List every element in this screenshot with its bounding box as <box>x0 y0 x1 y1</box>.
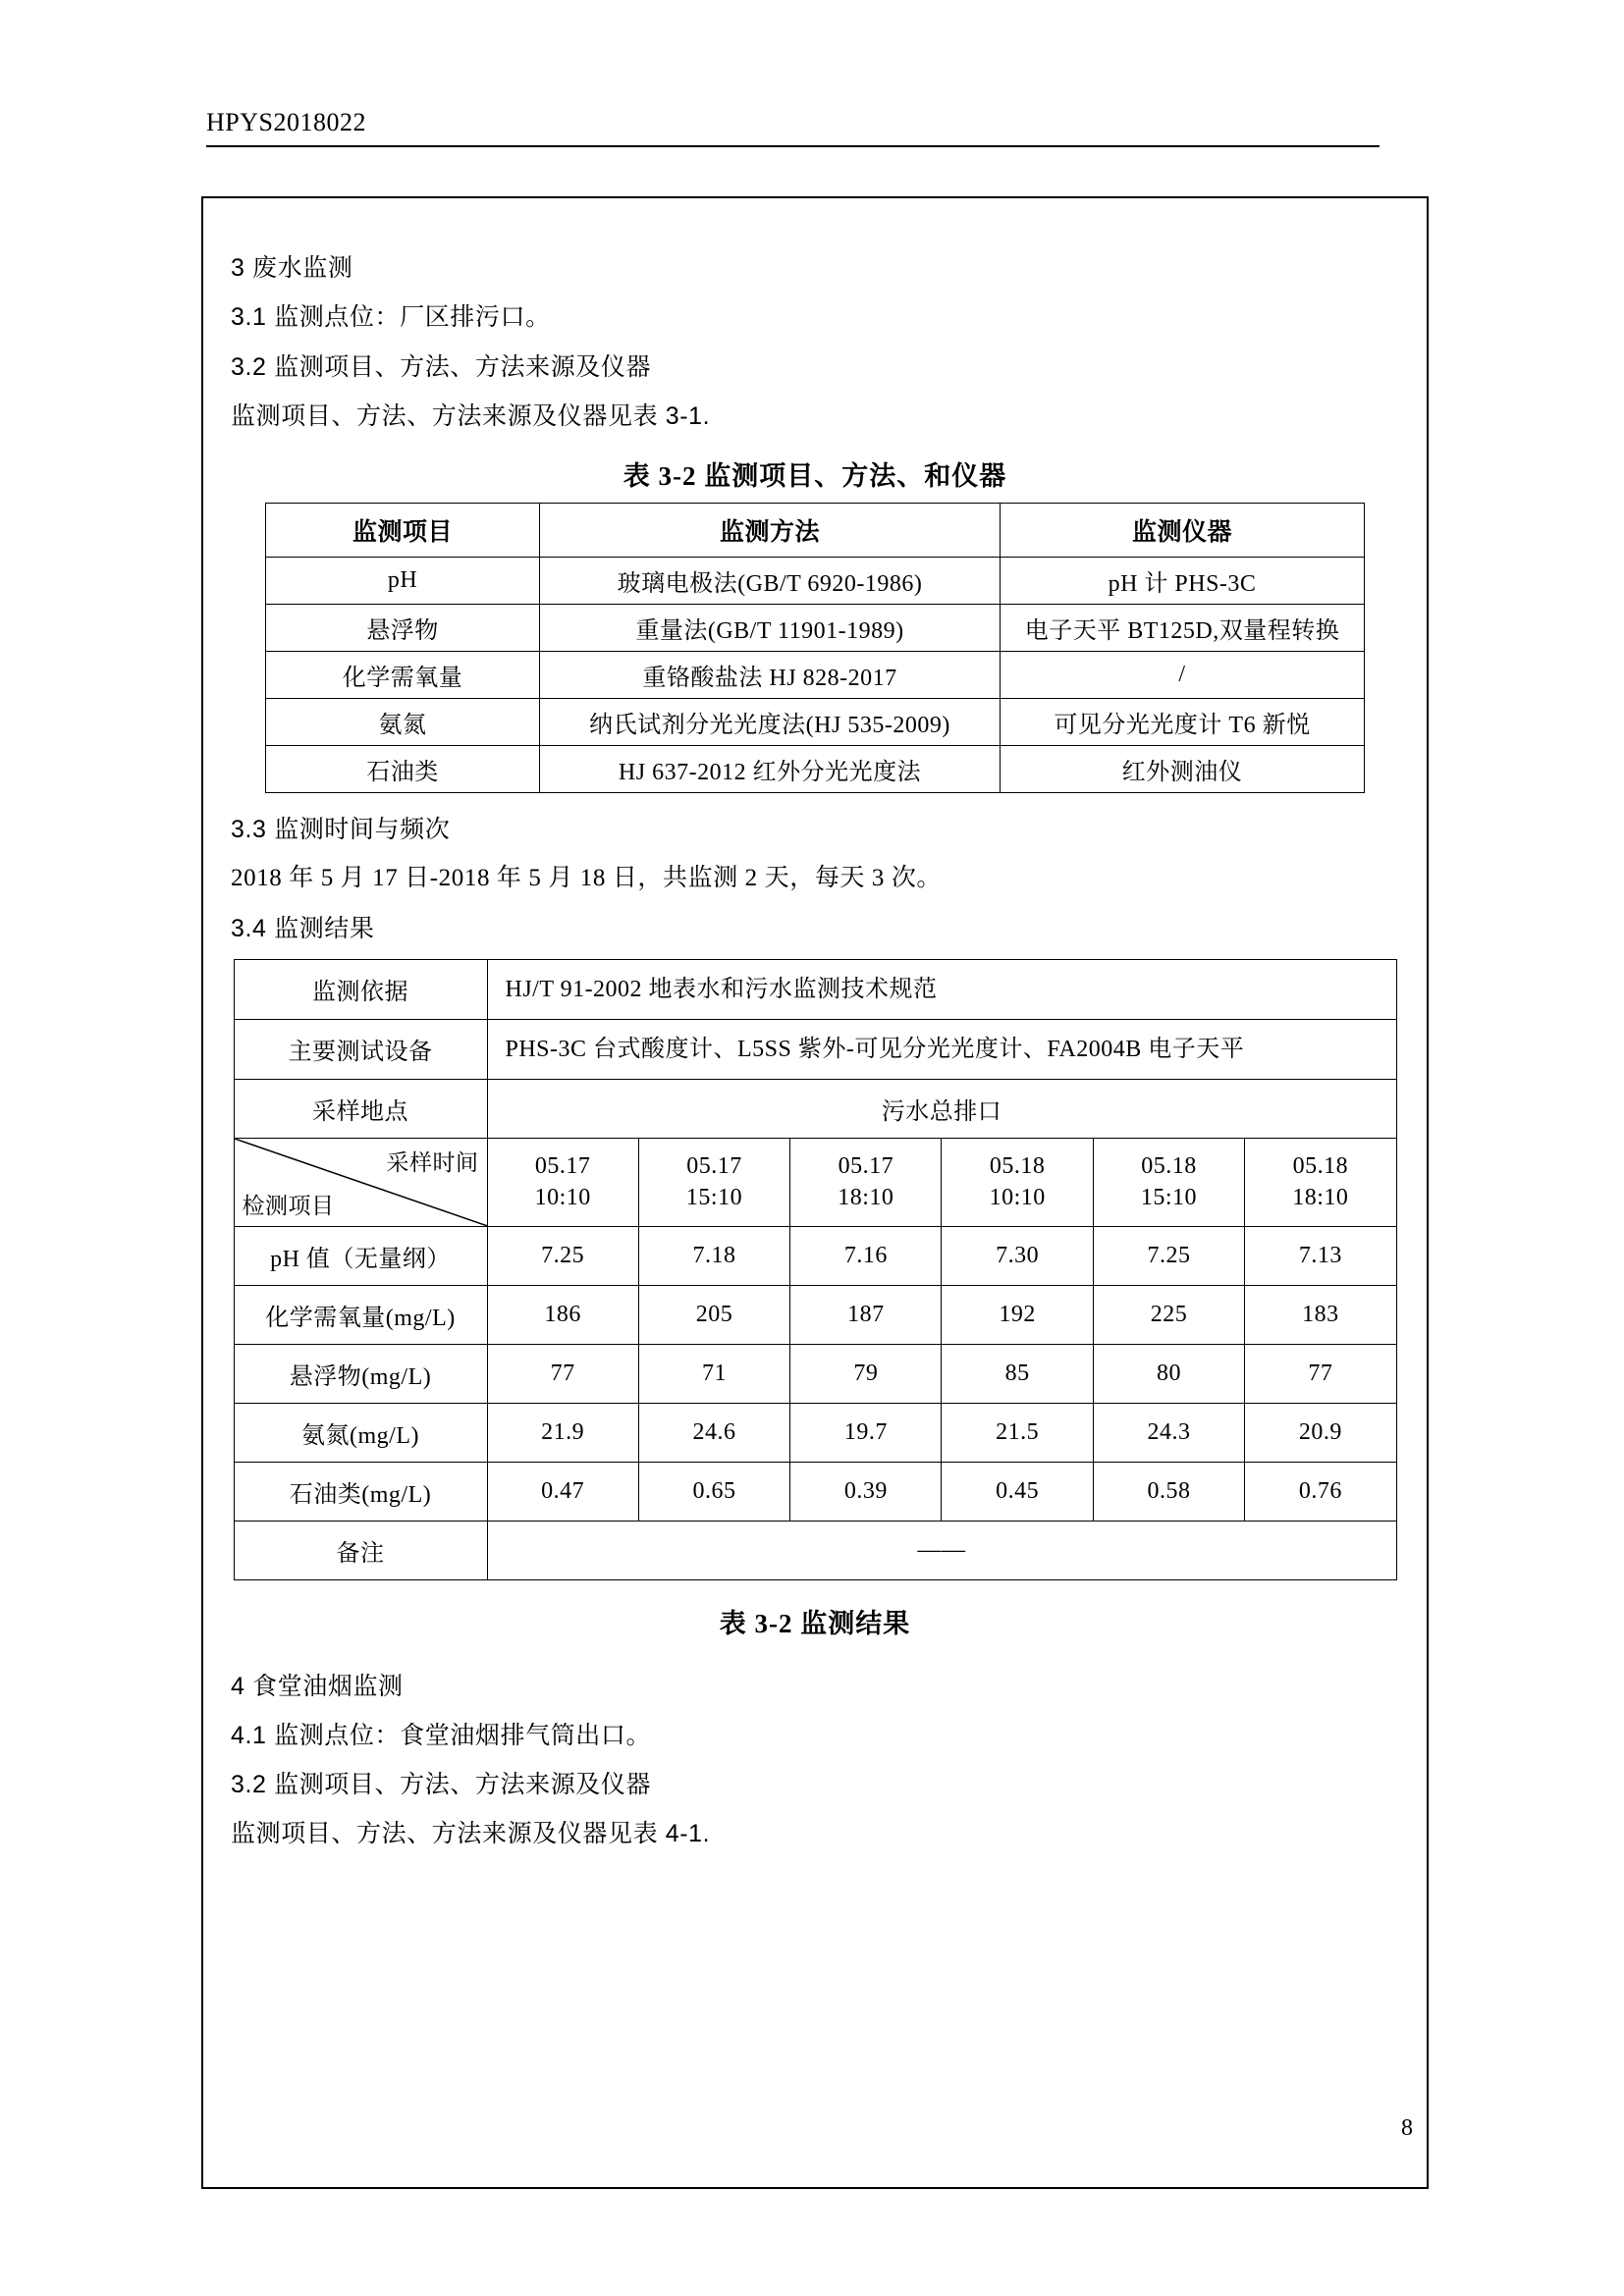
row-value: 183 <box>1245 1285 1396 1344</box>
sample-time-cell <box>1245 1138 1396 1226</box>
section-4-1: 4.1 监测点位：食堂油烟排气筒出口。 <box>231 1721 652 1749</box>
corner-label-top: 采样时间 <box>386 1149 479 1175</box>
cell-method: 重铬酸盐法 HJ 828-2017 <box>540 652 1001 699</box>
row-value: 7.18 <box>638 1226 789 1285</box>
cell-instrument: / <box>1001 652 1365 699</box>
section-3-2: 3.2 监测项目、方法、方法来源及仪器 <box>231 352 652 381</box>
sample-time-cell <box>487 1138 638 1226</box>
cell-method: HJ 637-2012 红外分光光度法 <box>540 746 1001 793</box>
methods-table-caption: 表 3-2 监测项目、方法、和仪器 <box>623 461 1007 491</box>
cell-item: pH <box>266 558 540 605</box>
table-row <box>234 1285 1396 1344</box>
cell-instrument: 可见分光光度计 T6 新悦 <box>1001 699 1365 746</box>
table-row <box>266 699 1365 746</box>
section-3-1: 3.1 监测点位：厂区排污口。 <box>231 303 551 332</box>
row-value: 7.13 <box>1245 1226 1396 1285</box>
cell-instrument: pH 计 PHS-3C <box>1001 558 1365 605</box>
sample-time-cell <box>638 1138 789 1226</box>
section-3-3-note: 2018 年 5 月 17 日-2018 年 5 月 18 日，共监测 2 天，每天 3 次。 <box>231 865 943 892</box>
sample-date: 05.18 <box>1292 1152 1349 1179</box>
col-header-instrument: 监测仪器 <box>1001 504 1365 558</box>
row-value: 19.7 <box>790 1403 942 1462</box>
corner-label-bottom: 检测项目 <box>242 1193 335 1218</box>
row-value: 77 <box>487 1344 638 1403</box>
table-row <box>234 1462 1396 1521</box>
sample-time-cell <box>942 1138 1093 1226</box>
sample-time: 18:10 <box>1292 1185 1349 1211</box>
row-value: 7.25 <box>1093 1226 1244 1285</box>
row-value: 0.45 <box>942 1462 1093 1521</box>
sample-date: 05.18 <box>989 1152 1046 1179</box>
section-3-4: 3.4 监测结果 <box>231 914 375 942</box>
table-row <box>234 1226 1396 1285</box>
row-item-label: pH 值（无量纲） <box>234 1226 487 1285</box>
sample-time: 18:10 <box>838 1185 894 1211</box>
table-row <box>266 605 1365 652</box>
site-value: 污水总排口 <box>487 1079 1396 1138</box>
row-item-label: 石油类(mg/L) <box>234 1462 487 1521</box>
remark-value: —— <box>487 1521 1396 1579</box>
row-value: 80 <box>1093 1344 1244 1403</box>
cell-method: 玻璃电极法(GB/T 6920-1986) <box>540 558 1001 605</box>
table-row <box>234 1403 1396 1462</box>
row-value: 24.3 <box>1093 1403 1244 1462</box>
table-row <box>234 1344 1396 1403</box>
sample-time-cell <box>790 1138 942 1226</box>
cell-item: 化学需氧量 <box>266 652 540 699</box>
table-header-row <box>266 504 1365 558</box>
remark-label: 备注 <box>234 1521 487 1579</box>
row-value: 205 <box>638 1285 789 1344</box>
basis-label: 监测依据 <box>234 959 487 1019</box>
document-code: HPYS2018022 <box>206 108 366 136</box>
sample-time: 10:10 <box>989 1185 1046 1211</box>
cell-item: 石油类 <box>266 746 540 793</box>
sample-time-cell <box>1093 1138 1244 1226</box>
cell-method: 重量法(GB/T 11901-1989) <box>540 605 1001 652</box>
row-value: 225 <box>1093 1285 1244 1344</box>
equipment-label: 主要测试设备 <box>234 1019 487 1079</box>
results-table <box>234 959 1397 1580</box>
cell-instrument: 电子天平 BT125D,双量程转换 <box>1001 605 1365 652</box>
row-value: 0.39 <box>790 1462 942 1521</box>
row-value: 77 <box>1245 1344 1396 1403</box>
section-4-2-note: 监测项目、方法、方法来源及仪器见表 4-1. <box>231 1820 711 1848</box>
row-value: 24.6 <box>638 1403 789 1462</box>
sample-date: 05.18 <box>1141 1152 1197 1179</box>
diagonal-header-cell <box>234 1138 487 1226</box>
row-value: 0.47 <box>487 1462 638 1521</box>
sample-time-header-row <box>234 1138 1396 1226</box>
table-row <box>266 746 1365 793</box>
row-value: 192 <box>942 1285 1093 1344</box>
row-item-label: 化学需氧量(mg/L) <box>234 1285 487 1344</box>
sample-date: 05.17 <box>838 1152 894 1179</box>
section-4-title: 4 食堂油烟监测 <box>231 1672 404 1700</box>
row-value: 187 <box>790 1285 942 1344</box>
row-value: 7.25 <box>487 1226 638 1285</box>
results-table-caption: 表 3-2 监测结果 <box>719 1608 911 1638</box>
basis-value: HJ/T 91-2002 地表水和污水监测技术规范 <box>487 959 1396 1019</box>
row-value: 0.58 <box>1093 1462 1244 1521</box>
row-value: 20.9 <box>1245 1403 1396 1462</box>
sample-time: 15:10 <box>685 1185 743 1211</box>
row-item-label: 悬浮物(mg/L) <box>234 1344 487 1403</box>
table-row <box>266 652 1365 699</box>
col-header-item: 监测项目 <box>266 504 540 558</box>
section-4-2: 3.2 监测项目、方法、方法来源及仪器 <box>231 1771 652 1799</box>
page-number: 8 <box>1401 2115 1413 2141</box>
row-value: 186 <box>487 1285 638 1344</box>
row-value: 0.65 <box>638 1462 789 1521</box>
page-header <box>206 108 1380 147</box>
row-value: 71 <box>638 1344 789 1403</box>
sample-date: 05.17 <box>686 1152 742 1179</box>
row-value: 21.9 <box>487 1403 638 1462</box>
section-3-3: 3.3 监测时间与频次 <box>231 816 451 843</box>
site-row <box>234 1079 1396 1138</box>
col-header-method: 监测方法 <box>540 504 1001 558</box>
row-value: 7.16 <box>790 1226 942 1285</box>
row-value: 7.30 <box>942 1226 1093 1285</box>
remark-row <box>234 1521 1396 1579</box>
cell-item: 氨氮 <box>266 699 540 746</box>
row-value: 85 <box>942 1344 1093 1403</box>
methods-table <box>265 503 1365 793</box>
equipment-value: PHS-3C 台式酸度计、L5SS 紫外-可见分光光度计、FA2004B 电子天平 <box>487 1019 1396 1079</box>
site-label: 采样地点 <box>234 1079 487 1138</box>
sample-time: 15:10 <box>1140 1185 1198 1211</box>
cell-instrument: 红外测油仪 <box>1001 746 1365 793</box>
section-3-2-note: 监测项目、方法、方法来源及仪器见表 3-1. <box>231 401 711 430</box>
sample-date: 05.17 <box>534 1152 591 1179</box>
equipment-row <box>234 1019 1396 1079</box>
row-value: 79 <box>790 1344 942 1403</box>
row-item-label: 氨氮(mg/L) <box>234 1403 487 1462</box>
row-value: 0.76 <box>1245 1462 1396 1521</box>
row-value: 21.5 <box>942 1403 1093 1462</box>
table-row <box>266 558 1365 605</box>
page-content <box>201 245 1429 1861</box>
cell-item: 悬浮物 <box>266 605 540 652</box>
cell-method: 纳氏试剂分光光度法(HJ 535-2009) <box>540 699 1001 746</box>
section-3-title: 3 废水监测 <box>231 254 353 282</box>
sample-time: 10:10 <box>534 1185 591 1211</box>
basis-row <box>234 959 1396 1019</box>
